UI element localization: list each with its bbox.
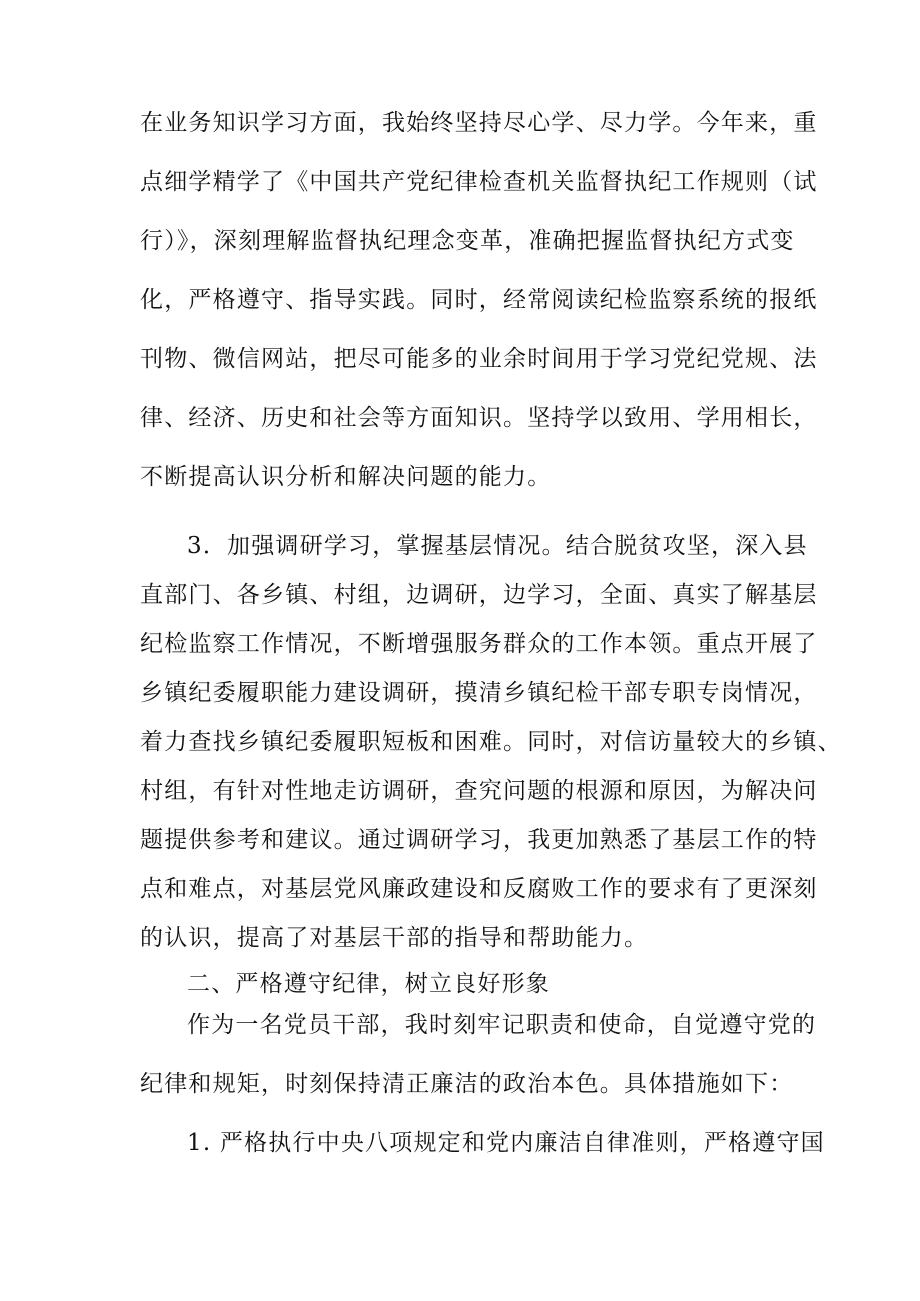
text-line: 律、经济、历史和社会等方面知识。坚持学以致用、学用相长， <box>140 405 818 431</box>
text-line: 3．加强调研学习，掌握基层情况。结合脱贫攻坚，深入县 <box>187 533 808 559</box>
text-line: 化，严格遵守、指导实践。同时，经常阅读纪检监察系统的报纸 <box>140 287 818 313</box>
text-line: 直部门、各乡镇、村组，边调研，边学习，全面、真实了解基层 <box>140 582 818 608</box>
text-line: 在业务知识学习方面，我始终坚持尽心学、尽力学。今年来，重 <box>140 110 818 136</box>
text-line: 乡镇纪委履职能力建设调研，摸清乡镇纪检干部专职专岗情况， <box>140 680 818 706</box>
text-line: 着力查找乡镇纪委履职短板和困难。同时，对信访量较大的乡镇、 <box>140 729 842 755</box>
text-line: 不断提高认识分析和解决问题的能力。 <box>140 464 552 490</box>
text-line: 1. 严格执行中央八项规定和党内廉洁自律准则，严格遵守国 <box>187 1130 825 1156</box>
text-line: 题提供参考和建议。通过调研学习，我更加熟悉了基层工作的特 <box>140 827 818 853</box>
text-line: 行）》，深刻理解监督执纪理念变革，准确把握监督执纪方式变 <box>140 228 795 254</box>
text-line: 村组，有针对性地走访调研，查究问题的根源和原因，为解决问 <box>140 778 818 804</box>
text-line: 纪律和规矩，时刻保持清正廉洁的政治本色。具体措施如下： <box>140 1071 794 1097</box>
section-heading: 二、严格遵守纪律，树立良好形象 <box>187 971 550 997</box>
text-line: 点细学精学了《中国共产党纪律检查机关监督执纪工作规则（试 <box>140 169 818 195</box>
text-line: 刊物、微信网站，把尽可能多的业余时间用于学习党纪党规、法 <box>140 346 818 372</box>
text-line: 的认识，提高了对基层干部的指导和帮助能力。 <box>140 925 649 951</box>
text-line: 作为一名党员干部，我时刻牢记职责和使命，自觉遵守党的 <box>187 1012 817 1038</box>
text-line: 纪检监察工作情况，不断增强服务群众的工作本领。重点开展了 <box>140 631 818 657</box>
text-line: 点和难点，对基层党风廉政建设和反腐败工作的要求有了更深刻 <box>140 876 818 902</box>
